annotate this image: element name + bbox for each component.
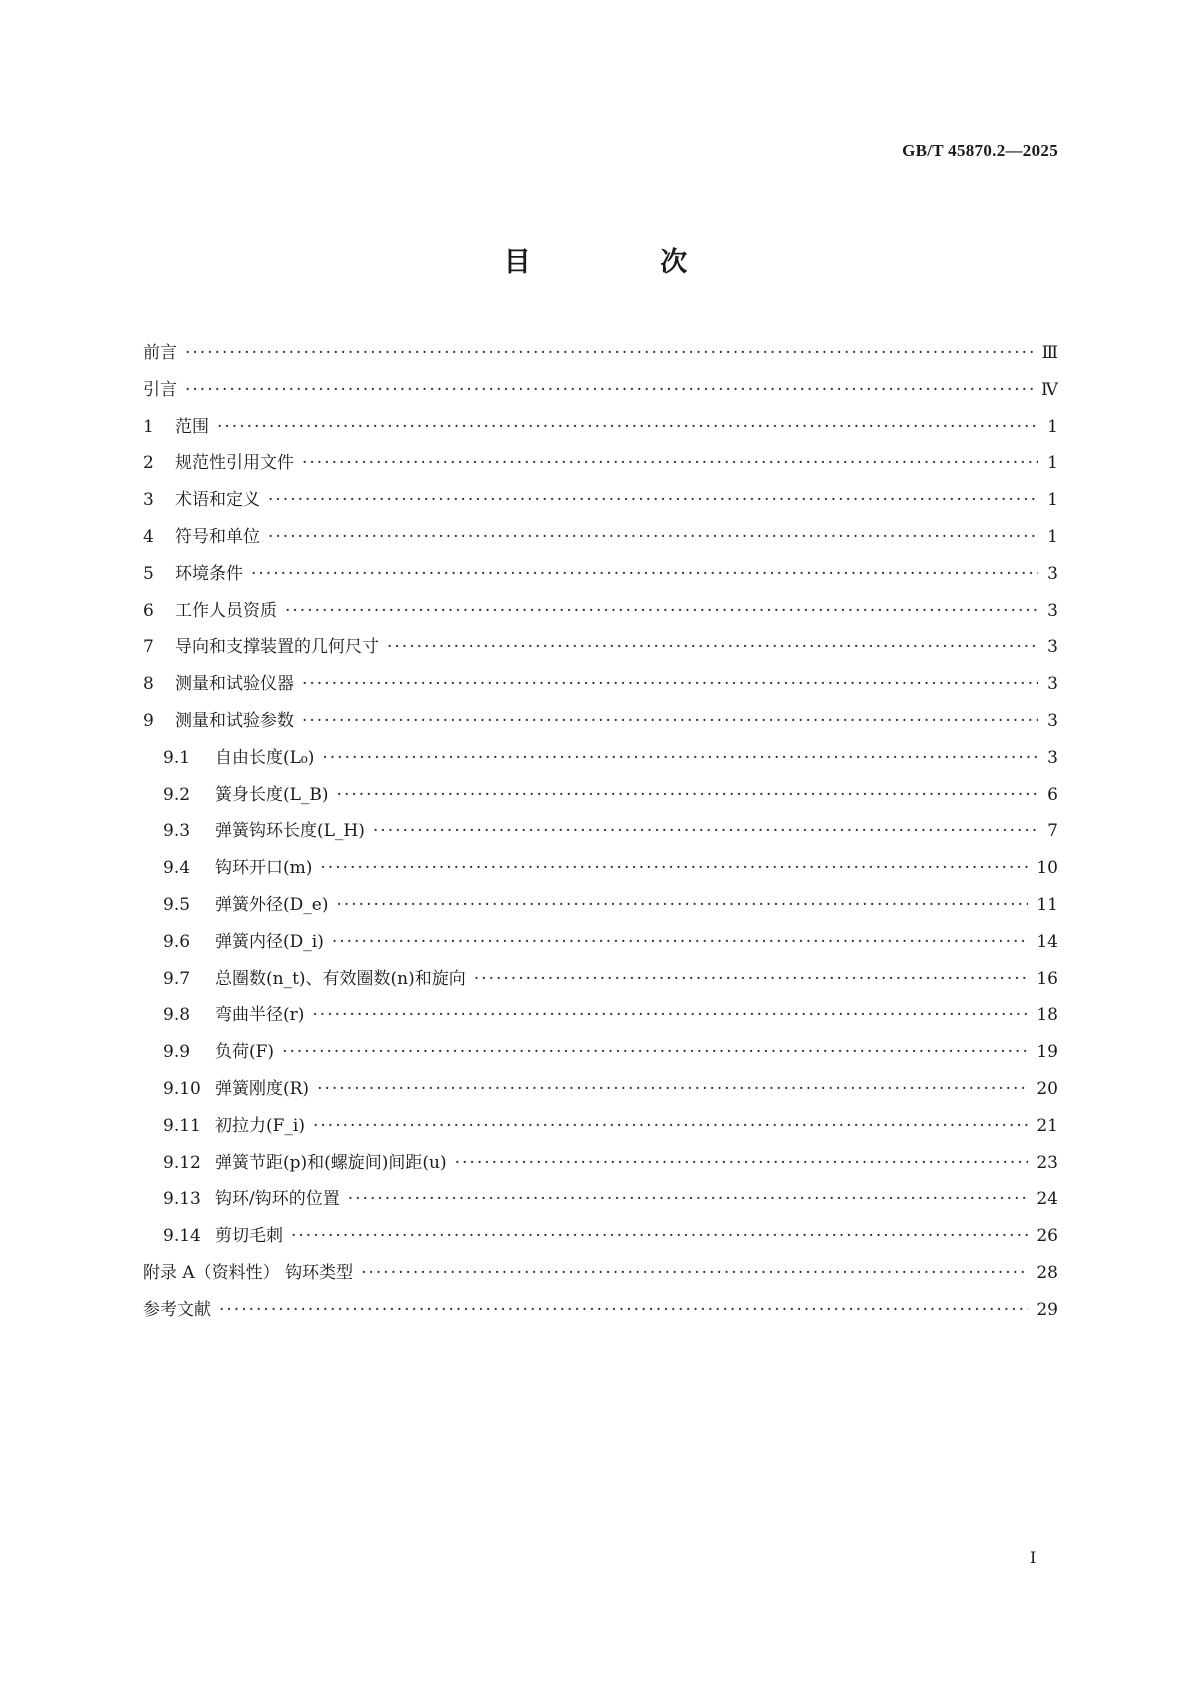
toc-entry-page: 3 — [1047, 747, 1058, 768]
toc-entry[interactable] — [143, 596, 1058, 633]
toc-entry-number: 9.2 — [163, 784, 191, 805]
toc-entry-page: 14 — [1036, 931, 1058, 952]
toc-entry-page: 11 — [1036, 894, 1058, 915]
toc-entry-number: 9.11 — [163, 1115, 201, 1136]
toc-entry-title: 弹簧钩环长度(L_H) — [215, 821, 365, 842]
toc-entry-title: 导向和支撑装置的几何尺寸 — [175, 637, 379, 658]
toc-entry-page: 29 — [1036, 1299, 1058, 1320]
dot-leader — [336, 895, 1028, 915]
toc-entry-number: 9.6 — [163, 931, 191, 952]
toc-entry-number: 9.12 — [163, 1152, 201, 1173]
dot-leader — [361, 1263, 1028, 1283]
dot-leader — [312, 1005, 1028, 1025]
toc-entry-page: 19 — [1036, 1042, 1058, 1063]
toc-entry-page: 1 — [1047, 526, 1058, 547]
dot-leader — [282, 1042, 1028, 1062]
dot-leader — [302, 711, 1038, 731]
toc-entry[interactable] — [143, 890, 1058, 927]
toc-entry-page: 16 — [1036, 968, 1058, 989]
toc-entry[interactable] — [143, 780, 1058, 817]
page-number: I — [1030, 1548, 1037, 1567]
dot-leader — [313, 1116, 1028, 1136]
dot-leader — [302, 453, 1038, 473]
toc-entry[interactable] — [143, 816, 1058, 853]
toc-entry[interactable] — [143, 1295, 1058, 1332]
toc-entry-number: 9.9 — [163, 1042, 191, 1063]
toc-entry[interactable] — [143, 1000, 1058, 1037]
toc-entry-title: 钩环开口(m) — [215, 858, 313, 879]
toc-entry-number: 1 — [143, 416, 154, 437]
toc-entry-number: 9.13 — [163, 1189, 201, 1210]
toc-entry[interactable] — [143, 1111, 1058, 1148]
toc-entry[interactable] — [143, 743, 1058, 780]
toc-entry[interactable] — [143, 669, 1058, 706]
toc-entry-number: 2 — [143, 453, 154, 474]
toc-entry-title: 自由长度(L₀) — [215, 747, 315, 768]
toc-entry-title: 测量和试验参数 — [175, 710, 294, 731]
toc-entry-number: 9 — [143, 710, 154, 731]
toc-entry-page: 7 — [1047, 821, 1058, 842]
toc-entry-title: 弯曲半径(r) — [215, 1005, 305, 1026]
toc-entry[interactable] — [143, 1037, 1058, 1074]
toc-entry-title: 剪切毛刺 — [215, 1226, 283, 1247]
dot-leader — [219, 1300, 1028, 1320]
toc-entry-page: 21 — [1036, 1115, 1058, 1136]
toc-entry-page: 3 — [1047, 563, 1058, 584]
toc-entry-number: 4 — [143, 526, 154, 547]
toc-entry[interactable] — [143, 375, 1058, 412]
toc-entry[interactable] — [143, 1148, 1058, 1185]
toc-entry-title: 钩环/钩环的位置 — [215, 1189, 340, 1210]
toc-entry-number: 6 — [143, 600, 154, 621]
toc-entry[interactable] — [143, 964, 1058, 1001]
toc-entry-number: 9.5 — [163, 894, 191, 915]
dot-leader — [217, 417, 1038, 437]
dot-leader — [185, 380, 1033, 400]
toc-entry[interactable] — [143, 632, 1058, 669]
dot-leader — [285, 601, 1038, 621]
toc-entry-title: 簧身长度(L_B) — [215, 784, 329, 805]
toc-entry-page: 3 — [1047, 710, 1058, 731]
toc-entry[interactable] — [143, 706, 1058, 743]
standard-code: GB/T 45870.2—2025 — [902, 141, 1058, 160]
dot-leader — [320, 858, 1028, 878]
toc-entry-number: 9.14 — [163, 1226, 201, 1247]
dot-leader — [291, 1226, 1028, 1246]
toc-entry-page: 1 — [1047, 416, 1058, 437]
toc-entry[interactable] — [143, 853, 1058, 890]
toc-entry[interactable] — [143, 1221, 1058, 1258]
toc-entry-page: Ⅲ — [1041, 343, 1058, 363]
toc-entry-title: 初拉力(F_i) — [215, 1115, 305, 1136]
dot-leader — [332, 932, 1029, 952]
dot-leader — [268, 527, 1038, 547]
dot-leader — [387, 637, 1038, 657]
toc-entry[interactable] — [143, 338, 1058, 375]
toc-entry-page: 6 — [1047, 784, 1058, 805]
toc-entry-title: 弹簧外径(D_e) — [215, 894, 329, 915]
toc-entry-title: 弹簧刚度(R) — [215, 1078, 310, 1099]
toc-entry-number: 9.3 — [163, 821, 191, 842]
toc-entry-title: 测量和试验仪器 — [175, 674, 294, 695]
dot-leader — [185, 343, 1034, 363]
toc-entry-page: 24 — [1036, 1189, 1058, 1210]
toc-entry-page: 10 — [1036, 858, 1058, 879]
toc-entry-title: 工作人员资质 — [175, 600, 277, 621]
toc-entry[interactable] — [143, 1074, 1058, 1111]
dot-leader — [268, 490, 1038, 510]
table-of-contents — [143, 338, 1058, 1332]
toc-entry-page: 20 — [1036, 1078, 1058, 1099]
dot-leader — [251, 564, 1038, 584]
toc-entry-title: 引言 — [143, 379, 177, 400]
toc-entry-number: 9.8 — [163, 1005, 191, 1026]
toc-entry-page: 1 — [1047, 490, 1058, 511]
toc-entry-number: 8 — [143, 674, 154, 695]
toc-entry-title: 术语和定义 — [175, 490, 260, 511]
toc-entry-page: 23 — [1036, 1152, 1058, 1173]
toc-entry-title: 环境条件 — [175, 563, 243, 584]
toc-entry-title: 范围 — [175, 416, 209, 437]
toc-entry-title: 参考文献 — [143, 1299, 211, 1320]
toc-entry-page: Ⅳ — [1041, 379, 1058, 400]
toc-entry-title: 总圈数(n_t)、有效圈数(n)和旋向 — [215, 968, 466, 989]
dot-leader — [322, 748, 1038, 768]
toc-entry-title: 弹簧内径(D_i) — [215, 931, 324, 952]
toc-entry[interactable] — [143, 1184, 1058, 1221]
toc-entry-title: 规范性引用文件 — [175, 453, 294, 474]
toc-entry-number: 9.7 — [163, 968, 191, 989]
toc-entry-number: 9.4 — [163, 858, 191, 879]
toc-entry-page: 28 — [1036, 1262, 1058, 1283]
toc-entry-title: 弹簧节距(p)和(螺旋间)间距(u) — [215, 1152, 447, 1173]
toc-entry[interactable] — [143, 522, 1058, 559]
dot-leader — [348, 1189, 1029, 1209]
toc-entry-page: 1 — [1047, 453, 1058, 474]
toc-entry-number: 9.1 — [163, 747, 191, 768]
dot-leader — [302, 674, 1038, 694]
dot-leader — [373, 821, 1038, 841]
toc-entry-number: 3 — [143, 490, 154, 511]
toc-entry-page: 3 — [1047, 674, 1058, 695]
toc-entry-page: 26 — [1036, 1226, 1058, 1247]
toc-entry[interactable] — [143, 927, 1058, 964]
dot-leader — [474, 969, 1029, 989]
toc-entry[interactable] — [143, 448, 1058, 485]
toc-entry-number: 5 — [143, 563, 154, 584]
toc-entry-title: 负荷(F) — [215, 1042, 275, 1063]
toc-entry[interactable] — [143, 559, 1058, 596]
toc-entry[interactable] — [143, 412, 1058, 449]
toc-entry-page: 3 — [1047, 637, 1058, 658]
toc-entry-title: 附录 A（资料性） 钩环类型 — [143, 1262, 354, 1283]
dot-leader — [317, 1079, 1028, 1099]
page-title: 目 次 — [503, 247, 748, 278]
dot-leader — [337, 785, 1038, 805]
toc-entry-page: 3 — [1047, 600, 1058, 621]
toc-entry-number: 7 — [143, 637, 154, 658]
toc-entry-page: 18 — [1036, 1005, 1058, 1026]
toc-entry[interactable] — [143, 485, 1058, 522]
toc-entry-title: 符号和单位 — [175, 526, 260, 547]
toc-entry-title: 前言 — [143, 343, 177, 363]
toc-entry[interactable] — [143, 1258, 1058, 1295]
dot-leader — [455, 1153, 1029, 1173]
toc-entry-number: 9.10 — [163, 1078, 201, 1099]
